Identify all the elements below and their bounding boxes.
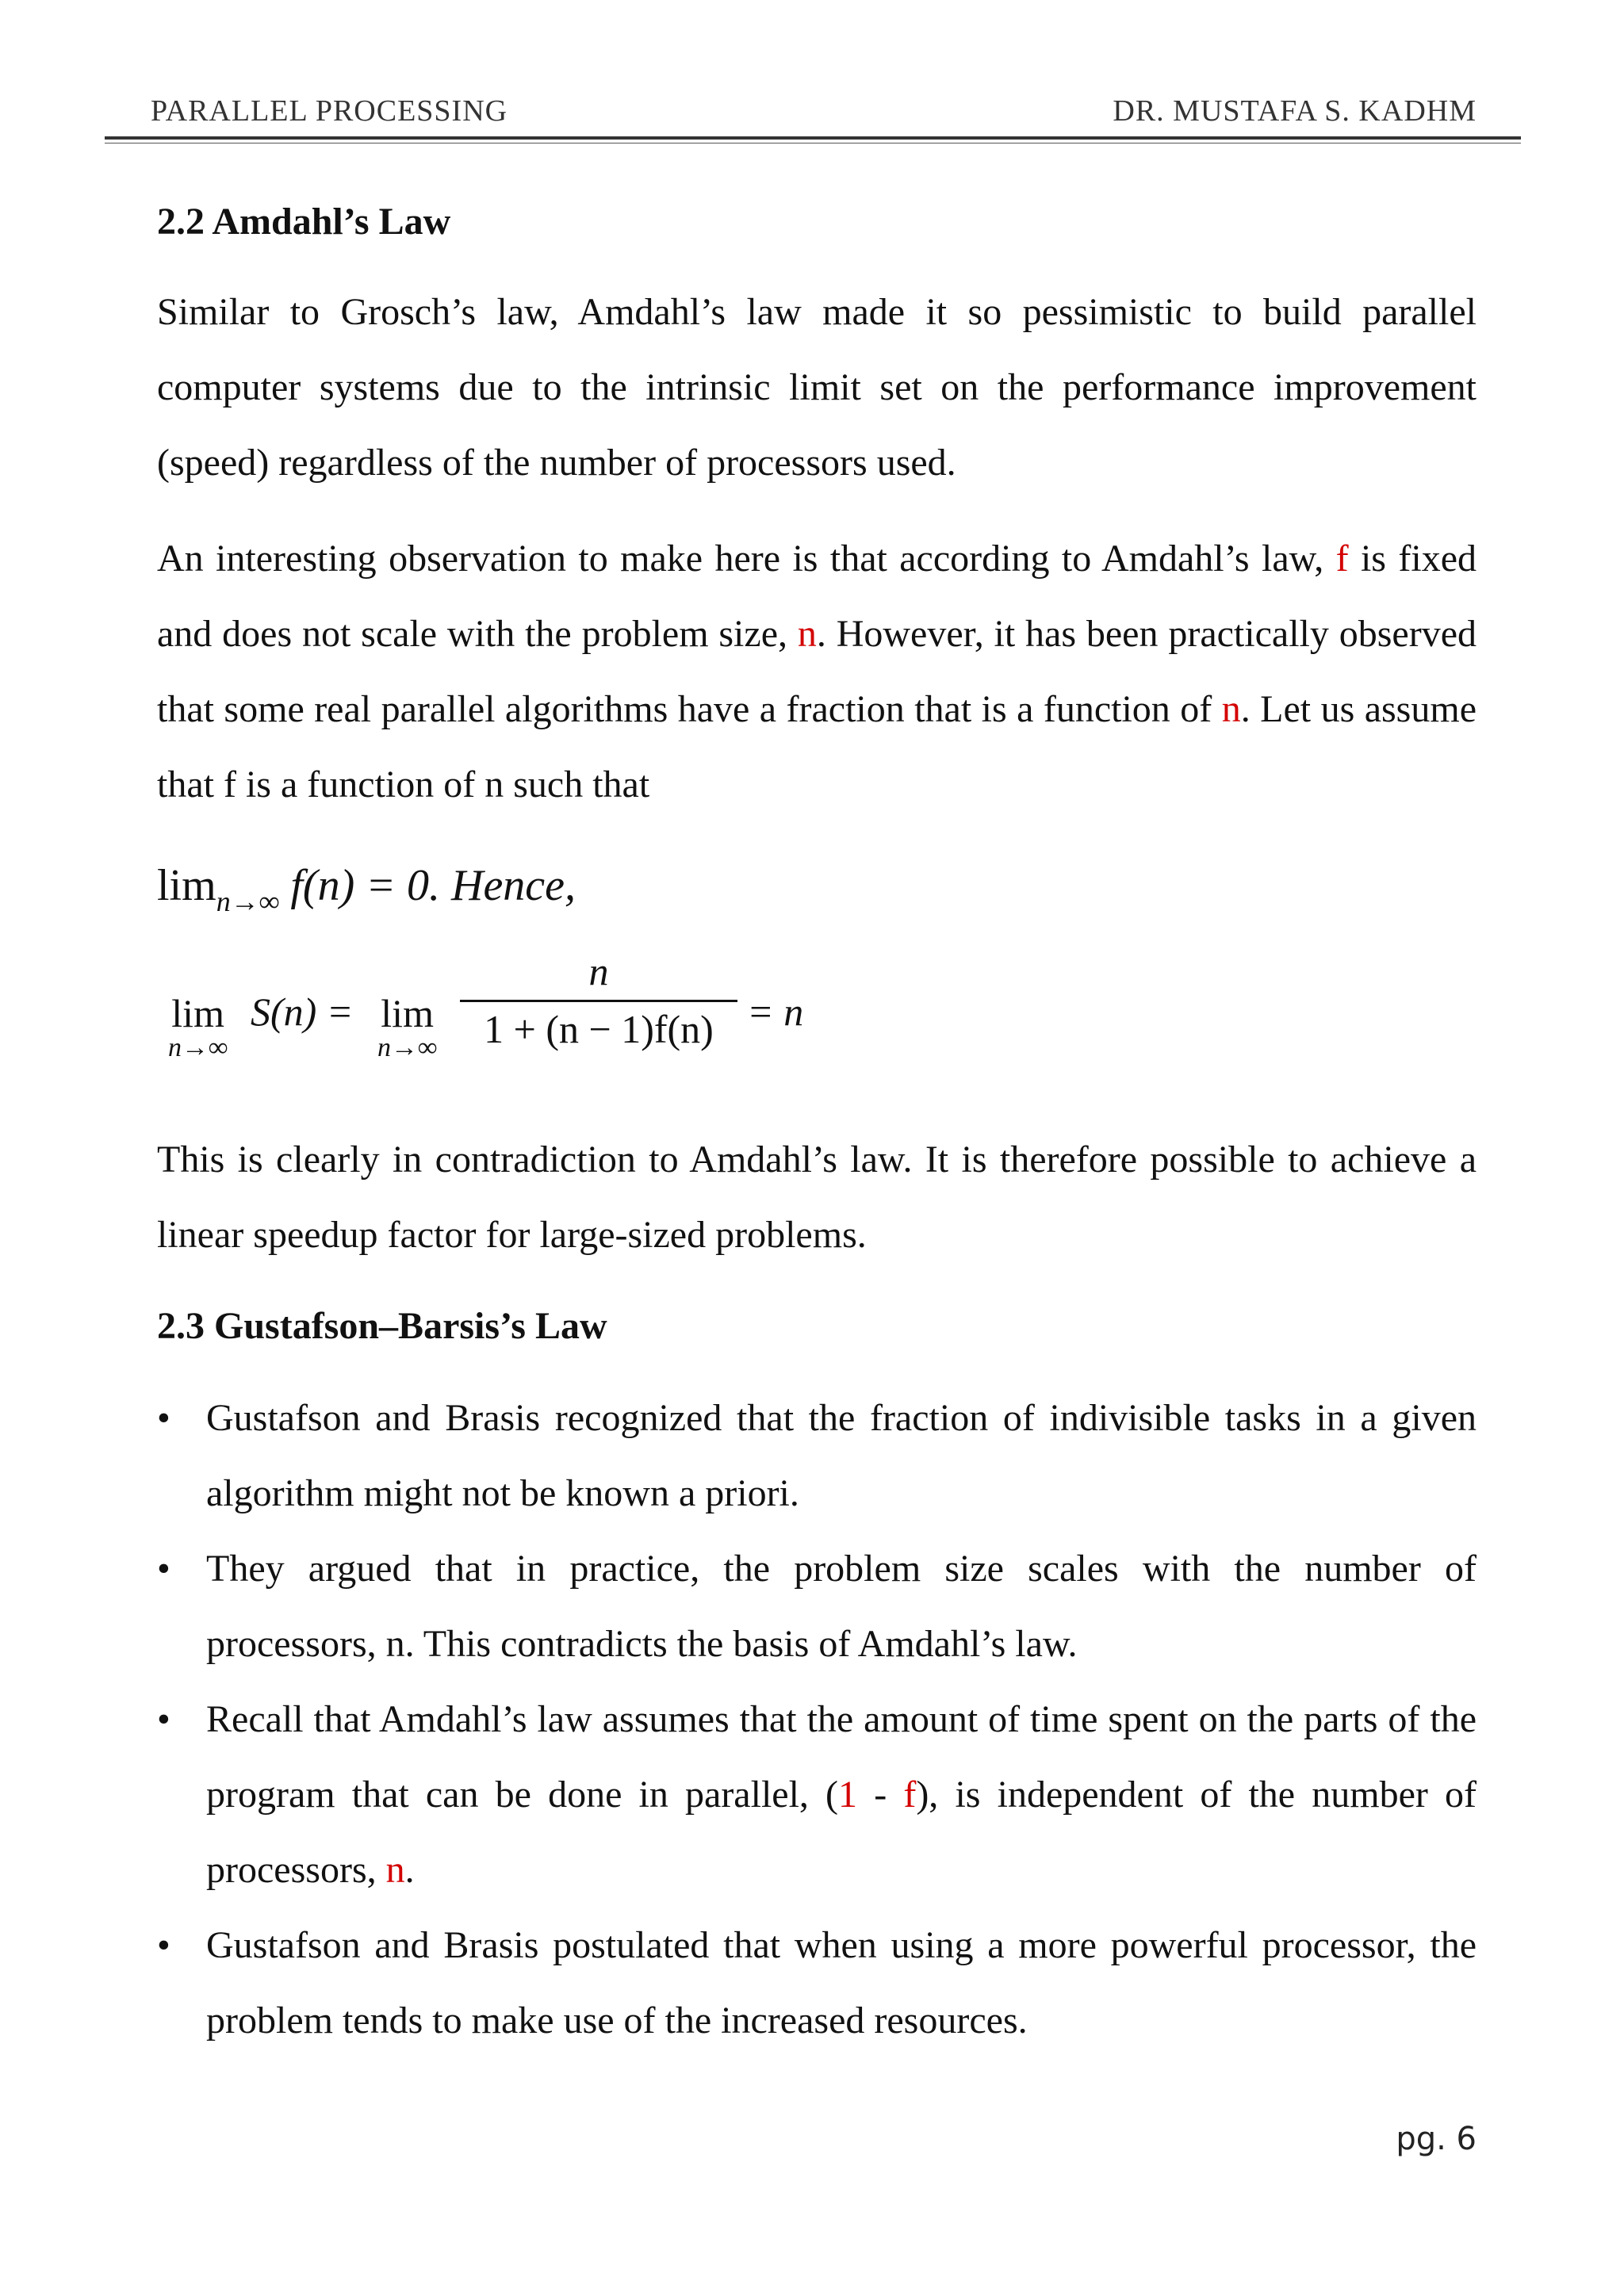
highlight-f: f bbox=[903, 1774, 917, 1816]
running-header-author: DR. MUSTAFA S. KADHM bbox=[1113, 94, 1477, 128]
bullet-text: Gustafson and Brasis postulated that when using a more powerful processor, the problem tends to make use of the increased resources. bbox=[206, 1924, 1477, 2042]
lim-operator: lim bbox=[381, 991, 434, 1035]
fraction bbox=[460, 947, 737, 1053]
rhs-text: = n bbox=[747, 989, 804, 1034]
highlight-n: n bbox=[385, 1849, 405, 1891]
limit-expression: f(n) = 0. Hence, bbox=[290, 861, 576, 910]
highlight-n: n bbox=[1221, 688, 1241, 730]
bullet-marker: • bbox=[157, 1548, 170, 1590]
bullet-marker: • bbox=[157, 1924, 170, 1966]
paragraph-contradiction: This is clearly in contradiction to Amdahl’s law. It is therefore possible to achieve a linear speedup factor for large-sized problems. bbox=[157, 1138, 1477, 1256]
page-number: pg. 6 bbox=[1396, 2121, 1477, 2157]
fraction-numerator: n bbox=[588, 949, 609, 993]
lim-left bbox=[168, 993, 228, 1062]
fraction-bar bbox=[460, 1000, 737, 1002]
limit-statement bbox=[157, 854, 1477, 933]
lim-subscript: n→∞ bbox=[216, 886, 280, 917]
lim-subscript: n→∞ bbox=[168, 1033, 228, 1062]
section-heading-gustafson: 2.3 Gustafson–Barsis’s Law bbox=[157, 1305, 607, 1347]
bullet-text: They argued that in practice, the problem size scales with the number of processors, n. This contradicts the basis of Amdahl’s law. bbox=[206, 1548, 1477, 1665]
text-run: ), is independent of the number of processors, bbox=[206, 1774, 1477, 1891]
bullet-item bbox=[157, 1908, 1477, 2058]
lim-operator: lim bbox=[171, 991, 224, 1035]
equation-lhs bbox=[251, 989, 354, 1035]
bullet-item bbox=[157, 1531, 1477, 1682]
page-content bbox=[157, 190, 1477, 2058]
highlight-f: f bbox=[1335, 538, 1349, 580]
speedup-limit-equation bbox=[157, 947, 1477, 1066]
paragraph-amdahl-observation bbox=[157, 521, 1477, 822]
header-rule bbox=[105, 136, 1521, 140]
running-header-title: PARALLEL PROCESSING bbox=[151, 94, 508, 128]
bullet-item bbox=[157, 1380, 1477, 1531]
bullet-marker: • bbox=[157, 1397, 170, 1439]
text-run: . However, it has been practically observed that some real parallel algorithms have a fraction that is a function of bbox=[157, 613, 1477, 730]
lim-operator: lim bbox=[157, 861, 216, 910]
bullet-marker: • bbox=[157, 1698, 170, 1740]
highlight-1: 1 bbox=[838, 1774, 858, 1816]
bullet-list bbox=[157, 1380, 1477, 2058]
lim-right bbox=[377, 993, 437, 1062]
paragraph-amdahl-intro: Similar to Grosch’s law, Amdahl’s law made it so pessimistic to build parallel computer systems due to the intrinsic limit set on the performance improvement (speed) regardless of the number of processors used. bbox=[157, 291, 1477, 484]
lhs-text: S(n) = bbox=[251, 989, 354, 1034]
equation-rhs bbox=[747, 989, 803, 1035]
fraction-denominator: 1 + (n − 1)f(n) bbox=[484, 1007, 714, 1051]
text-run: . bbox=[404, 1849, 415, 1891]
text-run: Recall that Amdahl’s law assumes that the amount of time spent on the parts of the program that can be done in parallel, ( bbox=[206, 1698, 1477, 1816]
section-heading-amdahl: 2.2 Amdahl’s Law bbox=[157, 201, 451, 243]
header-rule-thin bbox=[105, 143, 1521, 144]
highlight-n: n bbox=[797, 613, 817, 655]
text-run: - bbox=[857, 1774, 904, 1816]
bullet-item bbox=[157, 1682, 1477, 1908]
text-run: . Let us assume that f is a function of n such that bbox=[157, 688, 1477, 806]
bullet-text: Gustafson and Brasis recognized that the fraction of indivisible tasks in a given algorithm might not be known a priori. bbox=[206, 1397, 1477, 1514]
text-run: An interesting observation to make here is that according to Amdahl’s law, bbox=[157, 538, 1336, 580]
text-run: is fixed and does not scale with the problem size, bbox=[157, 538, 1477, 655]
lim-subscript: n→∞ bbox=[377, 1033, 438, 1062]
